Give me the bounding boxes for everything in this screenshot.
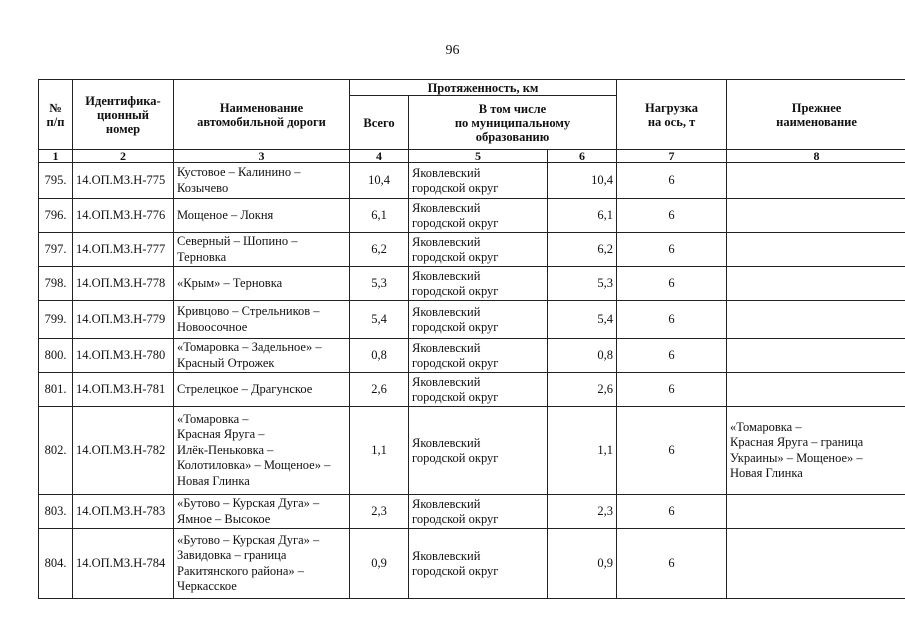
former-name: «Томаровка – Красная Яруга – граница Украины» – Мощеное» – Новая Глинка [727,407,905,495]
header-axle-load: Нагрузка на ось, т [617,80,727,150]
column-number: 5 [409,150,548,163]
former-name [727,301,905,339]
municipality: Яковлевский городской округ [409,301,548,339]
axle-load: 6 [617,529,727,599]
axle-load: 6 [617,373,727,407]
former-name [727,495,905,529]
length-total: 6,2 [350,233,409,267]
table-row [39,163,905,199]
road-name: «Крым» – Терновка [174,267,350,301]
municipal-length: 0,9 [548,529,617,599]
column-number: 6 [548,150,617,163]
table-row [39,267,905,301]
road-name: «Бутово – Курская Дуга» – Ямное – Высокое [174,495,350,529]
header-total: Всего [350,96,409,150]
road-registry-table [38,79,905,599]
header-former-name: Прежнее наименование [727,80,905,150]
page-number: 96 [445,43,460,58]
municipality: Яковлевский городской округ [409,339,548,373]
former-name [727,163,905,199]
former-name [727,339,905,373]
length-total: 2,3 [350,495,409,529]
road-id: 14.ОП.МЗ.Н-776 [73,199,174,233]
column-number: 8 [727,150,905,163]
road-name: Стрелецкое – Драгунское [174,373,350,407]
municipal-length: 2,6 [548,373,617,407]
former-name [727,267,905,301]
row-number: 803. [39,495,73,529]
row-number: 796. [39,199,73,233]
axle-load: 6 [617,267,727,301]
table-body [39,163,905,599]
municipal-length: 2,3 [548,495,617,529]
axle-load: 6 [617,301,727,339]
row-number: 798. [39,267,73,301]
header-ident: Идентифика- ционный номер [73,80,174,150]
header-municipal: В том числе по муниципальному образованию [409,96,617,150]
row-number: 799. [39,301,73,339]
header-road-name: Наименование автомобильной дороги [174,80,350,150]
municipal-length: 5,4 [548,301,617,339]
municipal-length: 6,2 [548,233,617,267]
row-number: 797. [39,233,73,267]
municipal-length: 0,8 [548,339,617,373]
header-num: № п/п [39,80,73,150]
row-number: 802. [39,407,73,495]
row-number: 800. [39,339,73,373]
former-name [727,199,905,233]
table-row [39,233,905,267]
municipality: Яковлевский городской округ [409,529,548,599]
table-row [39,339,905,373]
length-total: 1,1 [350,407,409,495]
table-row [39,407,905,495]
column-numbers-row [39,150,905,163]
road-id: 14.ОП.МЗ.Н-778 [73,267,174,301]
length-total: 10,4 [350,163,409,199]
road-id: 14.ОП.МЗ.Н-783 [73,495,174,529]
road-name: Мощеное – Локня [174,199,350,233]
axle-load: 6 [617,199,727,233]
road-id: 14.ОП.МЗ.Н-777 [73,233,174,267]
table-row [39,301,905,339]
length-total: 5,4 [350,301,409,339]
length-total: 2,6 [350,373,409,407]
road-id: 14.ОП.МЗ.Н-781 [73,373,174,407]
municipality: Яковлевский городской округ [409,199,548,233]
row-number: 801. [39,373,73,407]
municipality: Яковлевский городской округ [409,407,548,495]
table-row [39,373,905,407]
axle-load: 6 [617,163,727,199]
length-total: 6,1 [350,199,409,233]
road-name: «Томаровка – Задельное» – Красный Отрожек [174,339,350,373]
municipality: Яковлевский городской округ [409,495,548,529]
column-number: 1 [39,150,73,163]
row-number: 804. [39,529,73,599]
road-name: «Бутово – Курская Дуга» – Завидовка – граница Ракитянского района» – Черкасское [174,529,350,599]
column-number: 2 [73,150,174,163]
road-name: «Томаровка – Красная Яруга – Илёк-Пеньковка – Колотиловка» – Мощеное» – Новая Глинка [174,407,350,495]
axle-load: 6 [617,495,727,529]
municipality: Яковлевский городской округ [409,233,548,267]
former-name [727,233,905,267]
municipality: Яковлевский городской округ [409,163,548,199]
axle-load: 6 [617,233,727,267]
municipal-length: 1,1 [548,407,617,495]
road-id: 14.ОП.МЗ.Н-775 [73,163,174,199]
length-total: 0,9 [350,529,409,599]
road-name: Кривцово – Стрельников – Новоосочное [174,301,350,339]
former-name [727,373,905,407]
road-id: 14.ОП.МЗ.Н-784 [73,529,174,599]
table-row [39,495,905,529]
axle-load: 6 [617,407,727,495]
column-number: 3 [174,150,350,163]
axle-load: 6 [617,339,727,373]
row-number: 795. [39,163,73,199]
header-length-group: Протяженность, км [350,80,617,96]
length-total: 5,3 [350,267,409,301]
municipal-length: 6,1 [548,199,617,233]
municipality: Яковлевский городской округ [409,267,548,301]
road-id: 14.ОП.МЗ.Н-780 [73,339,174,373]
table-row [39,199,905,233]
municipal-length: 5,3 [548,267,617,301]
road-name: Кустовое – Калинино – Козычево [174,163,350,199]
road-id: 14.ОП.МЗ.Н-782 [73,407,174,495]
municipality: Яковлевский городской округ [409,373,548,407]
table-row [39,529,905,599]
column-number: 7 [617,150,727,163]
road-name: Северный – Шопино – Терновка [174,233,350,267]
column-number: 4 [350,150,409,163]
municipal-length: 10,4 [548,163,617,199]
length-total: 0,8 [350,339,409,373]
former-name [727,529,905,599]
road-id: 14.ОП.МЗ.Н-779 [73,301,174,339]
